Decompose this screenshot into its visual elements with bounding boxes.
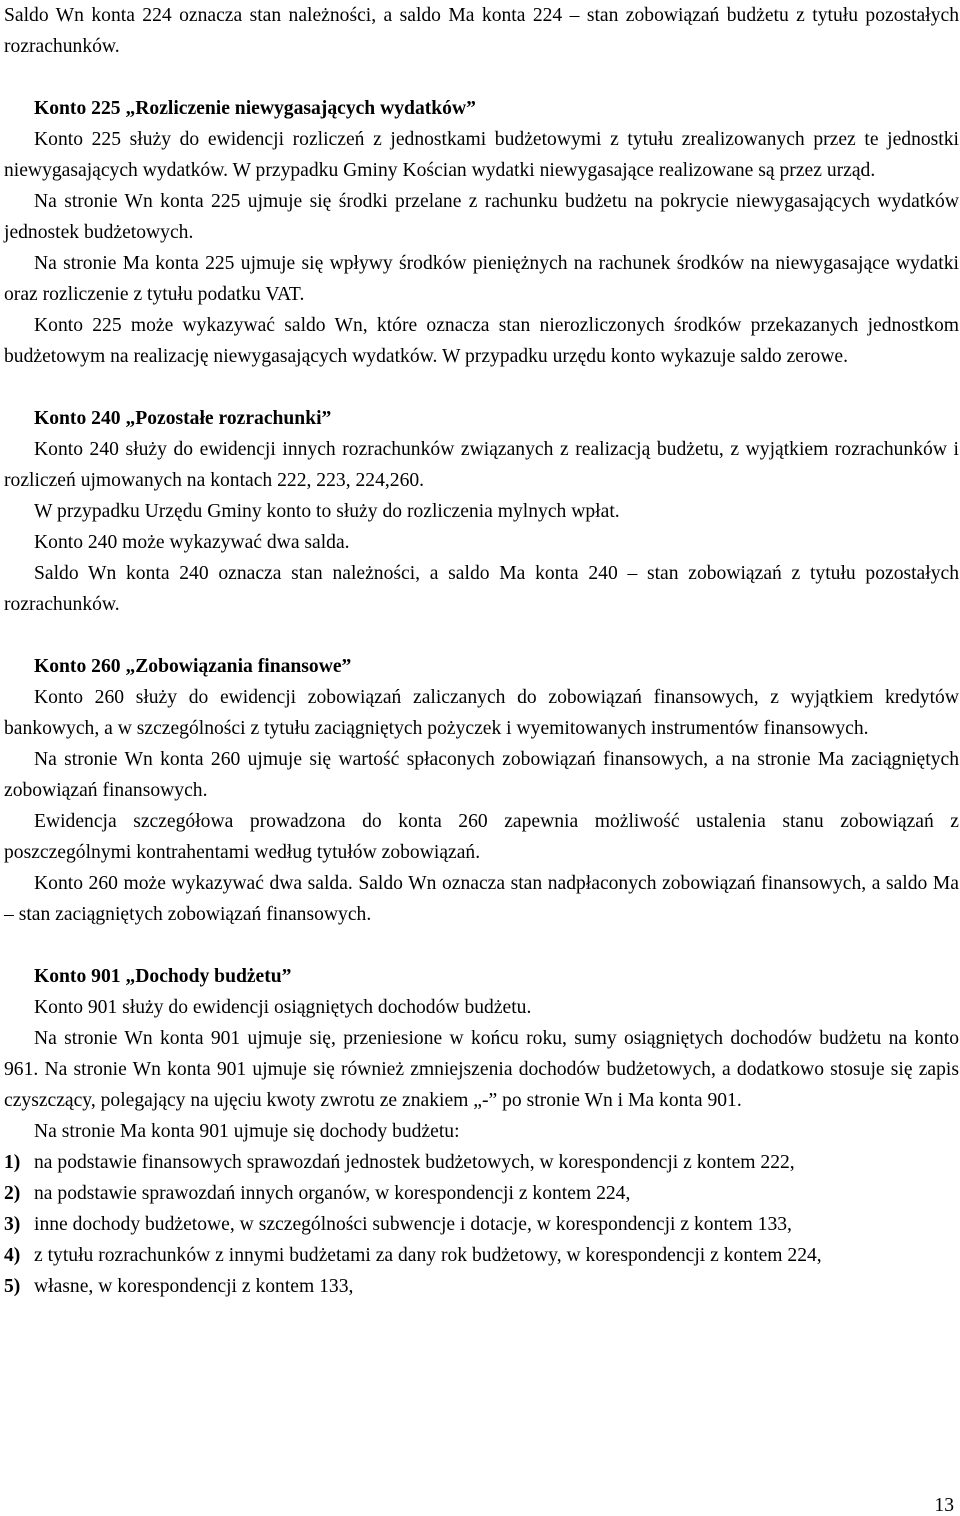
list-item <box>4 1271 959 1302</box>
section-konto-901 <box>4 961 959 1302</box>
list-item-number: 2) <box>4 1183 21 1204</box>
paragraph: Konto 240 może wykazywać dwa salda. <box>34 532 350 553</box>
page-number: 13 <box>934 1495 954 1516</box>
list-item-number: 5) <box>4 1276 21 1297</box>
paragraph: Na stronie Ma konta 901 ujmuje się dochody budżetu: <box>34 1121 460 1142</box>
list-item-text: inne dochody budżetowe, w szczególności subwencje i dotacje, w korespondencji z kontem 133, <box>34 1214 792 1235</box>
paragraph: Konto 240 służy do ewidencji innych rozrachunków związanych z realizacją budżetu, z wyjątkiem rozrachunków i rozliczeń ujmowanych na kontach 222, 223, 224,260. <box>4 439 959 491</box>
section-heading: Konto 225 „Rozliczenie niewygasających wydatków” <box>34 98 476 119</box>
list-item-number: 1) <box>4 1152 21 1173</box>
list-item-text: własne, w korespondencji z kontem 133, <box>34 1276 354 1297</box>
paragraph: Saldo Wn konta 240 oznacza stan należności, a saldo Ma konta 240 – stan zobowiązań z tytułu pozostałych rozrachunków. <box>4 563 959 615</box>
numbered-list <box>4 1147 959 1302</box>
list-item <box>4 1209 959 1240</box>
list-item-text: z tytułu rozrachunków z innymi budżetami za dany rok budżetowy, w korespondencji z kontem 224, <box>34 1245 822 1266</box>
paragraph: Na stronie Wn konta 901 ujmuje się, przeniesione w końcu roku, sumy osiągniętych dochodów budżetu na konto 961. Na stronie Wn konta 901 ujmuje się również zmniejszenia dochodów budżetowych, a dodatkowo stosuje się zapis czyszczący, polegający na ujęciu kwoty zwrotu ze znakiem „-” po stronie Wn i Ma konta 901. <box>4 1028 959 1111</box>
paragraph: Konto 901 służy do ewidencji osiągniętych dochodów budżetu. <box>34 997 532 1018</box>
paragraph: Na stronie Wn konta 260 ujmuje się wartość spłaconych zobowiązań finansowych, a na stronie Ma zaciągniętych zobowiązań finansowych. <box>4 749 959 801</box>
paragraph: W przypadku Urzędu Gminy konto to służy do rozliczenia mylnych wpłat. <box>34 501 620 522</box>
paragraph: Na stronie Ma konta 225 ujmuje się wpływy środków pieniężnych na rachunek środków na niewygasające wydatki oraz rozliczenie z tytułu podatku VAT. <box>4 253 959 305</box>
section-heading: Konto 901 „Dochody budżetu” <box>34 966 292 987</box>
spacer <box>4 372 959 403</box>
paragraph: Konto 260 może wykazywać dwa salda. Saldo Wn oznacza stan nadpłaconych zobowiązań finansowych, a saldo Ma – stan zaciągniętych zobowiązań finansowych. <box>4 873 959 925</box>
section-heading: Konto 260 „Zobowiązania finansowe” <box>34 656 352 677</box>
section-heading: Konto 240 „Pozostałe rozrachunki” <box>34 408 332 429</box>
list-item <box>4 1240 959 1271</box>
spacer <box>4 620 959 651</box>
paragraph: Na stronie Wn konta 225 ujmuje się środki przelane z rachunku budżetu na pokrycie niewygasających wydatków jednostek budżetowych. <box>4 191 959 243</box>
document-page <box>4 0 959 1302</box>
intro-paragraph: Saldo Wn konta 224 oznacza stan należności, a saldo Ma konta 224 – stan zobowiązań budżetu z tytułu pozostałych rozrachunków. <box>4 5 959 57</box>
list-item <box>4 1178 959 1209</box>
list-item <box>4 1147 959 1178</box>
list-item-text: na podstawie sprawozdań innych organów, w korespondencji z kontem 224, <box>34 1183 631 1204</box>
spacer <box>4 62 959 93</box>
list-item-number: 4) <box>4 1245 21 1266</box>
paragraph: Konto 225 może wykazywać saldo Wn, które oznacza stan nierozliczonych środków przekazanych jednostkom budżetowym na realizację niewygasających wydatków. W przypadku urzędu konto wykazuje saldo zerowe. <box>4 315 959 367</box>
list-item-text: na podstawie finansowych sprawozdań jednostek budżetowych, w korespondencji z kontem 222, <box>34 1152 795 1173</box>
paragraph: Ewidencja szczegółowa prowadzona do konta 260 zapewnia możliwość ustalenia stanu zobowiązań z poszczególnymi kontrahentami według tytułów zobowiązań. <box>4 811 959 863</box>
paragraph: Konto 225 służy do ewidencji rozliczeń z jednostkami budżetowymi z tytułu zrealizowanych przez te jednostki niewygasających wydatków. W przypadku Gminy Kościan wydatki niewygasające realizowane są przez urząd. <box>4 129 959 181</box>
list-item-number: 3) <box>4 1214 21 1235</box>
spacer <box>4 930 959 961</box>
section-konto-225 <box>4 93 959 372</box>
paragraph: Konto 260 służy do ewidencji zobowiązań zaliczanych do zobowiązań finansowych, z wyjątkiem kredytów bankowych, a w szczególności z tytułu zaciągniętych pożyczek i wyemitowanych instrumentów finansowych. <box>4 687 959 739</box>
section-konto-260 <box>4 651 959 930</box>
section-konto-240 <box>4 403 959 620</box>
